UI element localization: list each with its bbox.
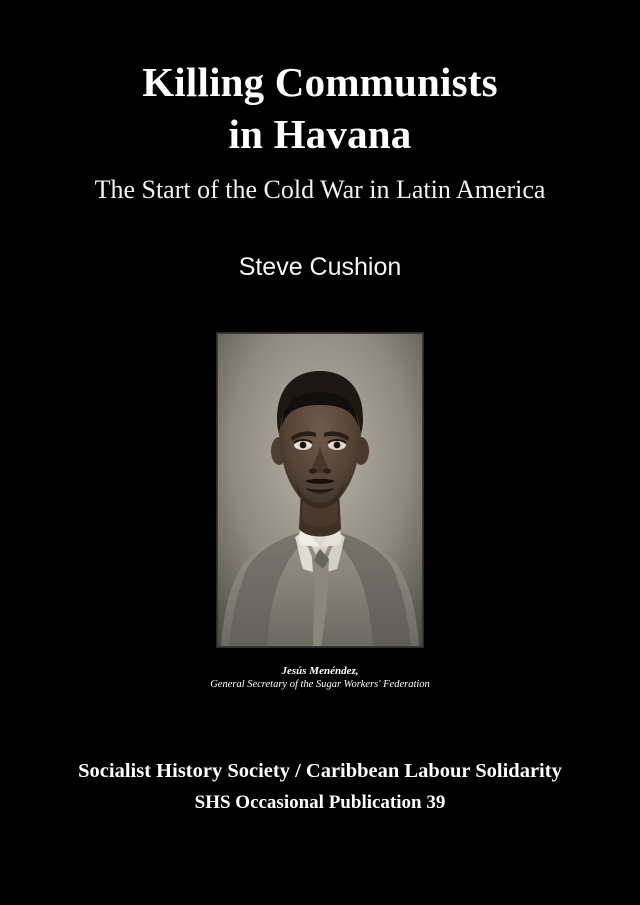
caption-name: Jesús Menéndez, [281, 665, 359, 677]
book-subtitle: The Start of the Cold War in Latin America [94, 175, 546, 204]
portrait-photograph [216, 332, 424, 648]
portrait-caption [0, 664, 640, 692]
portrait-section [0, 332, 640, 692]
book-author: Steve Cushion [238, 253, 402, 281]
caption-role: General Secretary of the Sugar Workers' Federation [210, 679, 430, 690]
book-title-line-2: in Havana [228, 111, 412, 157]
publisher-line: Socialist History Society / Caribbean Labour Solidarity [78, 760, 562, 782]
cover-footer [0, 758, 640, 815]
series-line: SHS Occasional Publication 39 [194, 792, 446, 813]
book-title-line-1: Killing Communists [142, 59, 498, 105]
title-block [0, 56, 640, 282]
